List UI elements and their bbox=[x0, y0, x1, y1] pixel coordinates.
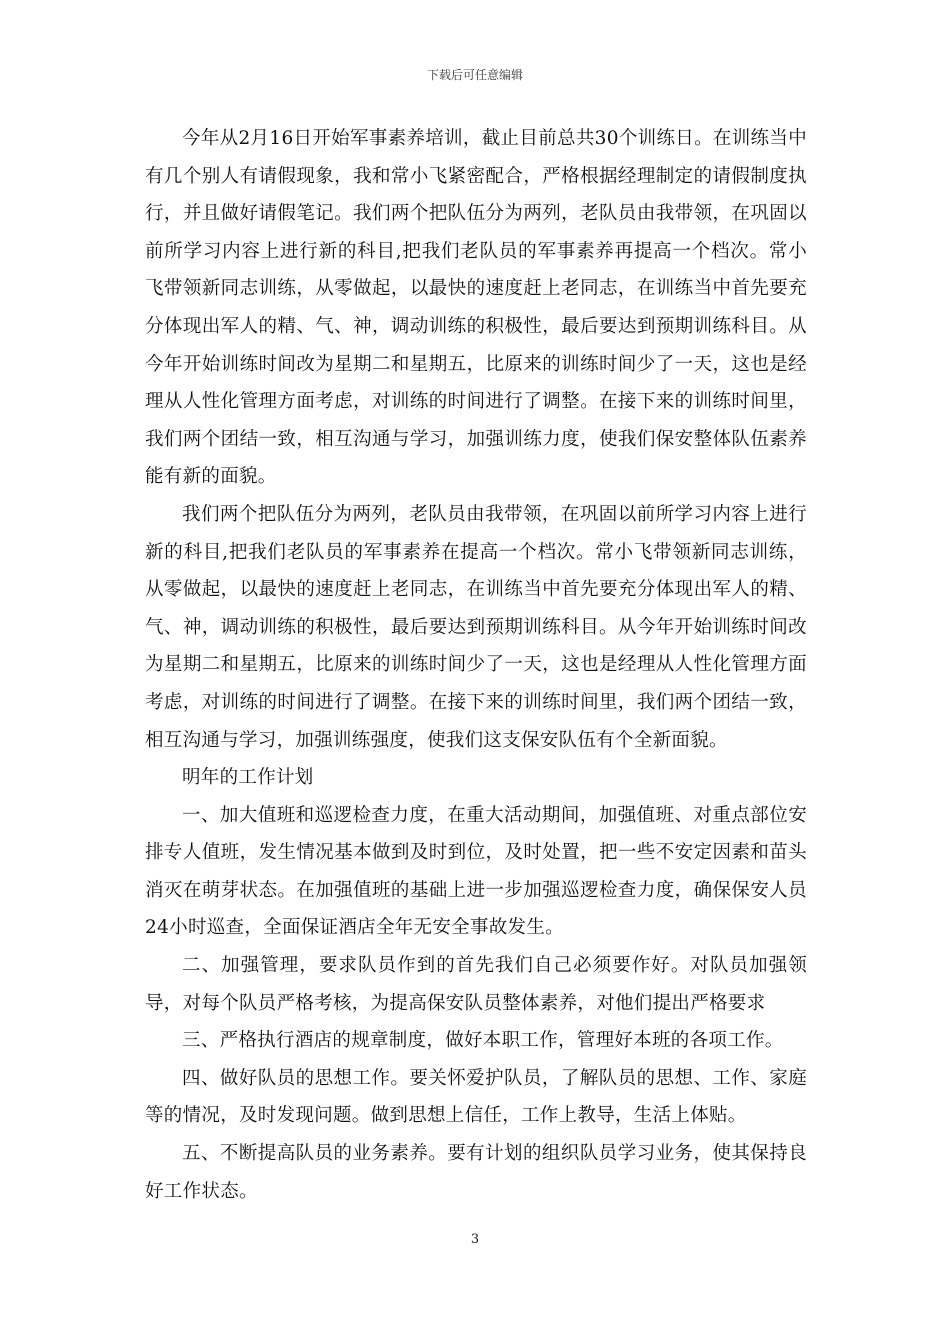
paragraph-training-groups: 我们两个把队伍分为两列，老队员由我带领，在巩固以前所学习内容上进行新的科目,把我们老队员的军事素养在提高一个档次。常小飞带领新同志训练，从零做起，以最快的速度赶上老同志，在训练当中首先要充分体现出军人的精、气、神，调动训练的积极性，最后要达到预期训练科目。从今年开始训练时间改为星期二和星期五，比原来的训练时间少了一天，这也是经理从人性化管理方面考虑，对训练的时间进行了调整。在接下来的训练时间里，我们两个团结一致，相互沟通与学习，加强训练强度，使我们这支保安队伍有个全新面貌。 bbox=[145, 503, 807, 751]
paragraph-training-summary: 今年从2月16日开始军事素养培训，截止目前总共30个训练日。在训练当中有几个别人有请假现象，我和常小飞紧密配合，严格根据经理制定的请假制度执行，并且做好请假笔记。我们两个把队伍分为两列，老队员由我带领，在巩固以前所学习内容上进行新的科目,把我们老队员的军事素养再提高一个档次。常小飞带领新同志训练，从零做起，以最快的速度赶上老同志，在训练当中首先要充分体现出军人的精、气、神，调动训练的积极性，最后要达到预期训练科目。从今年开始训练时间改为星期二和星期五，比原来的训练时间少了一天，这也是经理从人性化管理方面考虑，对训练的时间进行了调整。在接下来的训练时间里，我们两个团结一致，相互沟通与学习，加强训练力度，使我们保安整体队伍素养能有新的面貌。 bbox=[145, 128, 807, 488]
plan-item-1: 一、加大值班和巡逻检查力度，在重大活动期间，加强值班、对重点部位安排专人值班，发生情况基本做到及时到位，及时处置，把一些不安定因素和苗头消灭在萌芽状态。在加强值班的基础上进一步加强巡逻检查力度，确保保安人员24小时巡查，全面保证酒店全年无安全事故发生。 bbox=[145, 804, 807, 939]
page-number: 3 bbox=[470, 1232, 480, 1247]
page-header: 下载后可任意编辑 bbox=[426, 68, 523, 82]
plan-item-5: 五、不断提高队员的业务素养。要有计划的组织队员学习业务，使其保持良好工作状态。 bbox=[145, 1143, 807, 1202]
plan-item-4: 四、做好队员的思想工作。要关怀爱护队员，了解队员的思想、工作、家庭等的情况，及时发现问题。做到思想上信任，工作上教导，生活上体贴。 bbox=[145, 1067, 807, 1127]
plan-item-3: 三、严格执行酒店的规章制度，做好本职工作，管理好本班的各项工作。 bbox=[182, 1030, 784, 1052]
section-heading-next-year-plan: 明年的工作计划 bbox=[182, 767, 314, 789]
document-body bbox=[145, 120, 807, 1210]
plan-item-2: 二、加强管理，要求队员作到的首先我们自己必须要作好。对队员加强领导，对每个队员严格考核，为提高保安队员整体素养，对他们提出严格要求 bbox=[145, 955, 807, 1014]
